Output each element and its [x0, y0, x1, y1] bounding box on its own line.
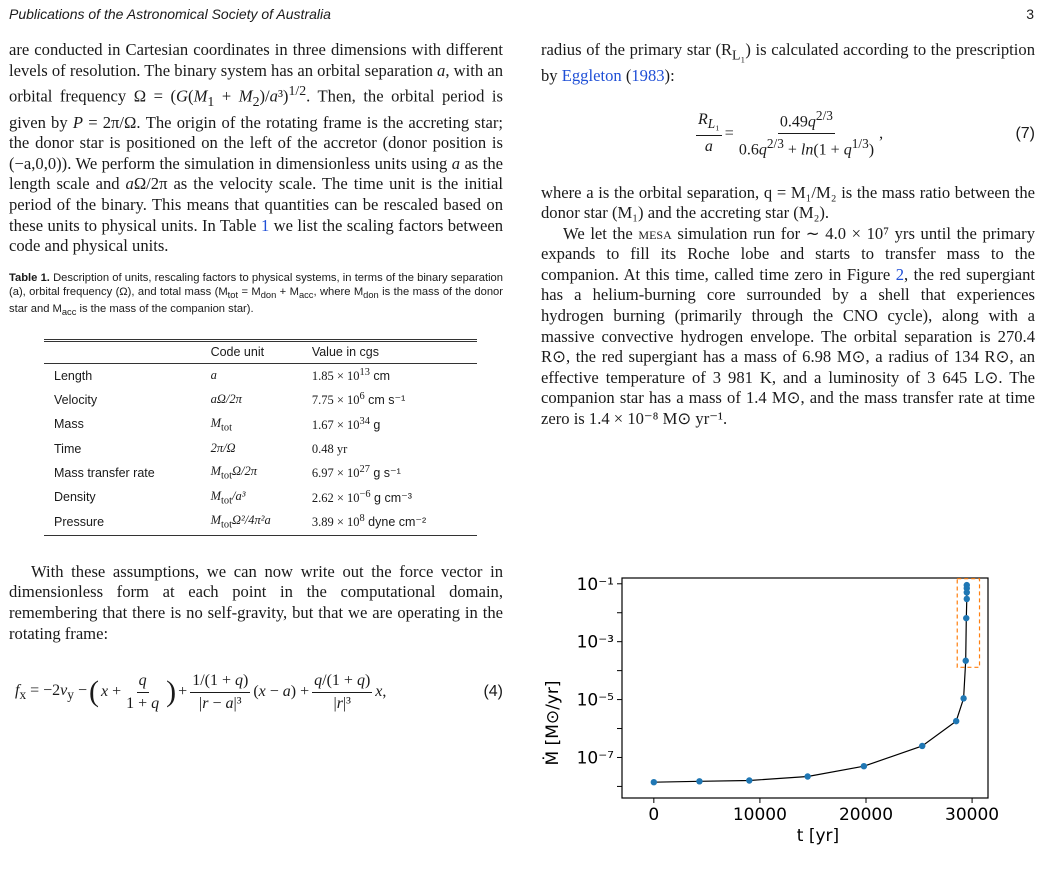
- right-paragraph-2: where a is the orbital separation, q = M₁/M₂ is the mass ratio between the donor star (M₁) and the accreting star (M₂).: [541, 182, 1035, 223]
- mass-transfer-curve: [654, 585, 967, 782]
- equation-4: $f_x = -2v_y$ − ( x + $\frac{q}{1 + q}$ ) + $\frac{1/(1 + q)}{\text{|r − a|³}}$ (x − a) + $\frac{q/(1 + q)}{\text{|r|³}}$ x, (4): [15, 671, 503, 712]
- eggleton-year-link[interactable]: 1983: [631, 65, 665, 85]
- left-column: [9, 40, 503, 722]
- table-row: [44, 486, 477, 511]
- x-tick-label: 30000: [945, 805, 1000, 825]
- running-title: Publications of the Astronomical Society of Australia: [9, 6, 331, 22]
- table-cell-cgs-value: $1.67 \times 10^{34}$ g: [311, 415, 381, 432]
- y-axis-label: Ṁ [M⊙/yr]: [543, 680, 563, 766]
- units-table: [44, 339, 477, 535]
- data-point: [746, 777, 752, 783]
- table-cell-cgs-value: $7.75 \times 10^6$ cm s⁻¹: [311, 391, 406, 408]
- left-paragraph-2: With these assumptions, we can now write out the force vector in dimensionless form at each point in the computational domain, remembering that there is no self-gravity, but that we are operating in the rotating frame:: [9, 561, 503, 643]
- right-paragraph-3: We let the mesa simulation run for ∼ 4.0 × 10⁷ yrs until the primary expands to fill its Roche lobe and starts to transfer mass to the companion. At this time, called time zero in Figure 2, the red supergiant has a helium-burning core surrounded by a shell that experiences hydrogen burning (primarily through the CNO cycle), along with a massive convective hydrogen envelope. The orbital separation is 270.4 R⊙, the red supergiant has a mass of 6.98 M⊙, a radius of 134 R⊙, an effective temperature of 3 981 K, and a luminosity of 3 645 L⊙. The companion star has a mass of 1.4 M⊙, and the mass transfer rate at time zero is 1.4 × 10⁻⁸ M⊙ yr⁻¹.: [541, 223, 1035, 429]
- table-cell-cgs-value: 0.48 yr: [311, 442, 348, 457]
- data-point: [963, 615, 969, 621]
- right-column: [541, 40, 1035, 430]
- equation-4-number: (4): [483, 683, 503, 701]
- table-row: [44, 364, 477, 389]
- x-tick-label: 20000: [838, 805, 894, 825]
- table-header-cell: Code unit: [210, 345, 265, 360]
- mass-transfer-chart: [538, 568, 1008, 868]
- table-cell-code-unit: $M_{tot}/a^3$: [210, 488, 246, 507]
- y-tick-label: 10⁻¹: [576, 574, 614, 595]
- table-cell-code-unit: $M_{tot}$: [210, 415, 232, 434]
- table-cell-quantity: Pressure: [54, 514, 105, 529]
- table-1-link[interactable]: 1: [260, 215, 270, 235]
- table-header-cell: Value in cgs: [311, 345, 379, 360]
- table-cell-code-unit: a: [210, 368, 217, 383]
- data-point: [696, 778, 702, 784]
- plot-frame: [622, 578, 988, 798]
- data-point: [804, 773, 810, 779]
- equation-7: $\frac{R_{L_1}}{a}$ = $\frac{0.49q^{2/3}}{0.6q^{2/3} + \ln(1 + q^{1/3})}$ , (7): [697, 107, 1035, 159]
- table-row: [44, 437, 477, 461]
- table-cell-code-unit: aΩ/2π: [210, 392, 242, 407]
- eggleton-citation-link[interactable]: Eggleton: [561, 65, 622, 85]
- table-cell-quantity: Mass transfer rate: [54, 465, 155, 480]
- data-point: [651, 779, 657, 785]
- x-tick-label: 0: [648, 805, 660, 825]
- table-cell-cgs-value: $3.89 \times 10^8$ dyne cm⁻²: [311, 513, 427, 530]
- page-number: 3: [1026, 6, 1034, 22]
- right-paragraph-1: radius of the primary star $(R_{L_1})$ is calculated according to the prescription by Eggleton (1983):: [541, 40, 1035, 85]
- table-row: [44, 510, 477, 535]
- x-axis-label: t [yr]: [796, 826, 840, 846]
- table-cell-cgs-value: $6.97 \times 10^{27}$ g s⁻¹: [311, 464, 401, 481]
- equation-7-number: (7): [1015, 124, 1035, 142]
- table-caption: Table 1. Description of units, rescaling factors to physical systems, in terms of the binary separation (a), orbital frequency (Ω), and total mass ($M_{tot} = M_{don} + M_{acc}$, where $M_{don}$ is the mass of the donor star and $M_{acc}$ is the mass of the companion star).: [9, 271, 504, 318]
- data-point: [919, 743, 925, 749]
- table-cell-code-unit: $M_{tot}\Omega^2/4\pi^2a$: [210, 513, 271, 531]
- figure-2-link[interactable]: 2: [895, 264, 905, 284]
- y-tick-label: 10⁻⁵: [576, 690, 614, 711]
- table-cell-quantity: Length: [54, 368, 93, 383]
- table-cell-quantity: Time: [54, 441, 82, 456]
- table-cell-code-unit: 2π/Ω: [210, 441, 236, 456]
- table-cell-cgs-value: $2.62 \times 10^{-6}$ g cm⁻³: [311, 488, 412, 506]
- table-header-cell: [44, 341, 201, 364]
- y-tick-label: 10⁻⁷: [576, 748, 614, 769]
- x-tick-label: 10000: [732, 805, 787, 825]
- y-tick-label: 10⁻³: [576, 632, 614, 653]
- data-point: [964, 596, 970, 602]
- table-cell-cgs-value: $1.85 \times 10^{13}$ cm: [311, 367, 391, 384]
- table-header-row: [44, 341, 477, 364]
- table-cell-code-unit: $M_{tot}\Omega/2\pi$: [210, 464, 258, 482]
- data-point: [861, 763, 867, 769]
- table-cell-quantity: Mass: [54, 417, 84, 432]
- table-row: [44, 461, 477, 486]
- data-point: [963, 658, 969, 664]
- data-point: [960, 695, 966, 701]
- table-row: [44, 388, 477, 412]
- left-paragraph-1: are conducted in Cartesian coordinates in three dimensions with different levels of resolution. The binary system has an orbital separation a, with an orbital frequency $\Omega = (G(M_1 + M_2)/a^3)^{1/2}$. Then, the orbital period is given by P = 2π/Ω. The origin of the rotating frame is the accreting star; the donor star is positioned on the left of the accretor (donor position is (−a,0,0)). We perform the simulation in dimensionless units using a as the length scale and aΩ/2π as the velocity scale. The time unit is the initial period of the binary. This means that quantities can be rescaled based on these units to physical units. In Table 1 we list the scaling factors between code and physical units.: [9, 40, 504, 256]
- data-point: [953, 718, 959, 724]
- table-cell-quantity: Density: [54, 490, 96, 505]
- table-row: [44, 413, 477, 438]
- table-cell-quantity: Velocity: [54, 392, 98, 407]
- data-point: [964, 582, 970, 588]
